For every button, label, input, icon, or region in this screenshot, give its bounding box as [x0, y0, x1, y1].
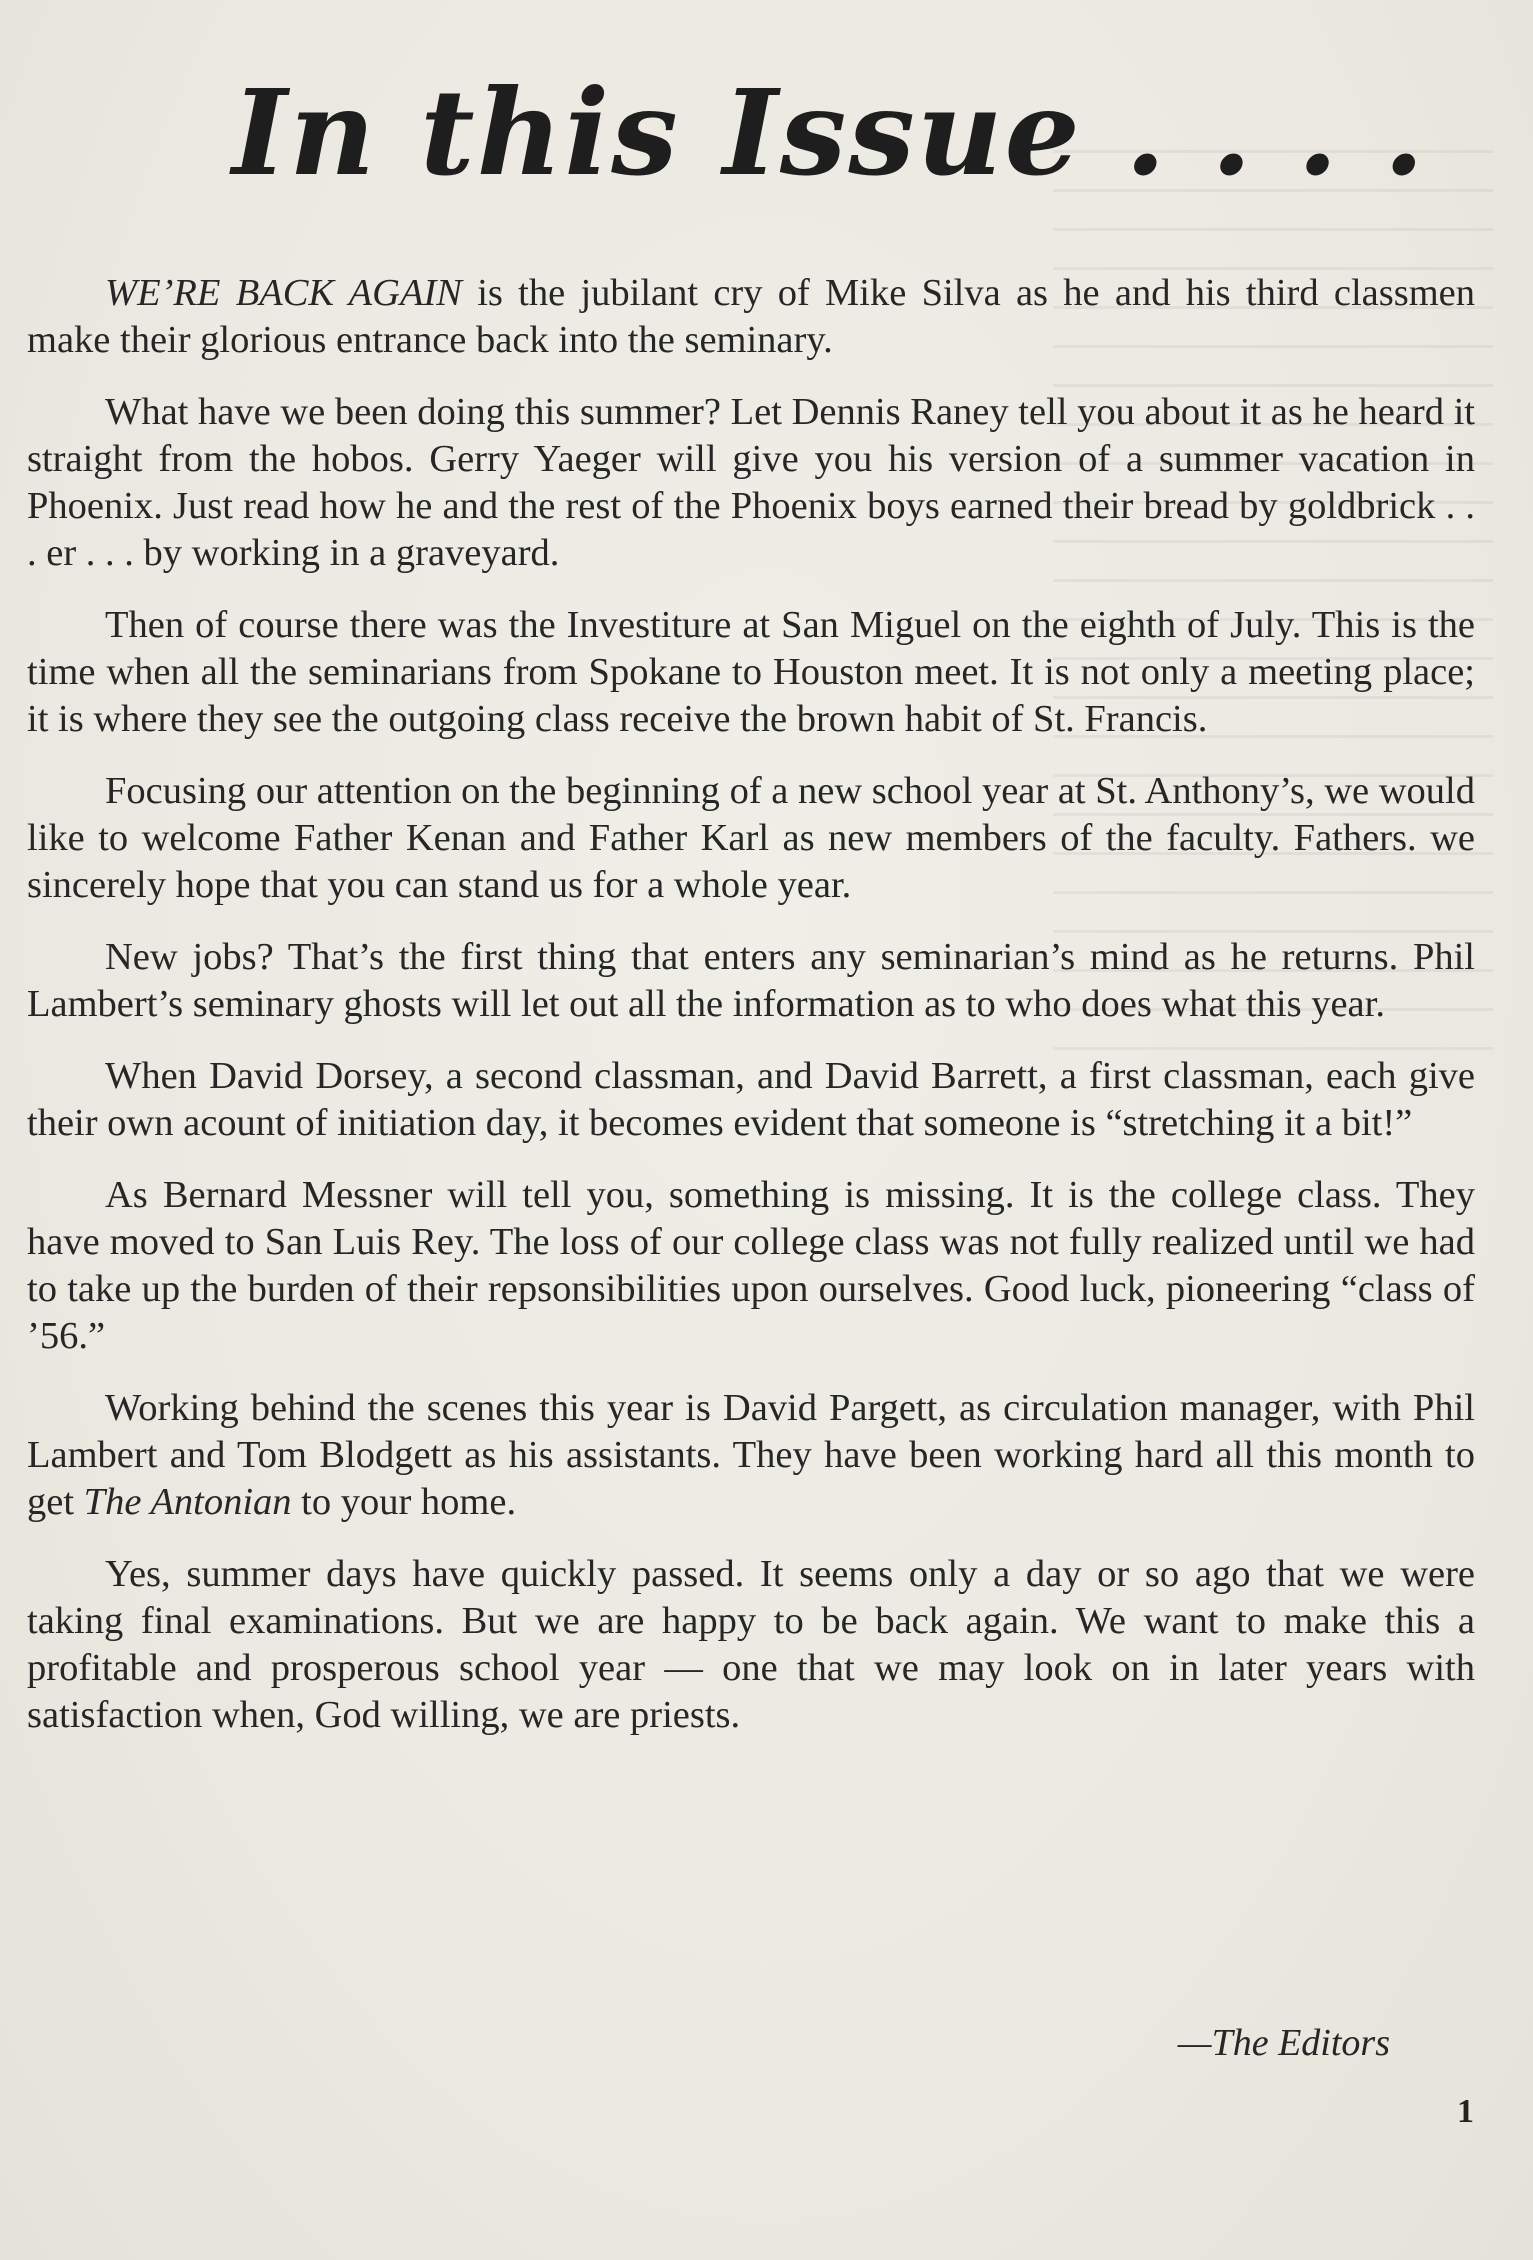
paragraph-1	[27, 270, 1475, 364]
paragraph-2: What have we been doing this summer? Let Dennis Raney tell you about it as he heard it straight from the hobos. Gerry Yaeger will give you his version of a summer vacation in Phoenix. Just read how he and the rest of the Phoenix boys earned their bread by goldbrick . . . er . . . by working in a graveyard.	[27, 391, 1475, 574]
lead-in-text: WE’RE BACK AGAIN	[105, 272, 462, 314]
article-body	[27, 270, 1475, 1764]
paragraph-8-text-start: Working behind the scenes this year is David Pargett, as circulation manager, with Phil Lambert and Tom Blodgett as his assistants. They have been working hard all this month to get	[27, 1387, 1475, 1523]
paragraph-6: When David Dorsey, a second classman, and David Barrett, a first classman, each give their own acount of initiation day, it becomes evident that someone is “stretching it a bit!”	[27, 1055, 1475, 1144]
paragraph-8	[27, 1385, 1475, 1526]
signature: —The Editors	[1177, 2022, 1390, 2064]
paragraph-1-text: is the jubilant cry of Mike Silva as he and his third classmen make their glorious entrance back into the seminary.	[27, 272, 1475, 361]
publication-name: The Antonian	[83, 1481, 292, 1523]
page-title: In this Issue . . . .	[232, 63, 1427, 202]
paragraph-4: Focusing our attention on the beginning of a new school year at St. Anthony’s, we would like to welcome Father Kenan and Father Karl as new members of the faculty. Fathers. we sincerely hope that you can stand us for a whole year.	[27, 770, 1475, 906]
paragraph-3: Then of course there was the Investiture at San Miguel on the eighth of July. This is the time when all the seminarians from Spokane to Houston meet. It is not only a meeting place; it is where they see the outgoing class receive the brown habit of St. Francis.	[27, 604, 1475, 740]
paragraph-8-text-end: to your home.	[291, 1481, 517, 1523]
paragraph-5: New jobs? That’s the first thing that enters any seminarian’s mind as he returns. Phil Lambert’s seminary ghosts will let out all the information as to who does what this year.	[27, 936, 1475, 1025]
paragraph-7: As Bernard Messner will tell you, something is missing. It is the college class. They have moved to San Luis Rey. The loss of our college class was not fully realized until we had to take up the burden of their repsonsibilities upon ourselves. Good luck, pioneering “class of ’56.”	[27, 1174, 1475, 1357]
page-number: 1	[1457, 2093, 1474, 2130]
paragraph-9: Yes, summer days have quickly passed. It seems only a day or so ago that we were taking final examinations. But we are happy to be back again. We want to make this a profitable and prosperous school year — one that we may look on in later years with satisfaction when, God willing, we are priests.	[27, 1553, 1475, 1736]
